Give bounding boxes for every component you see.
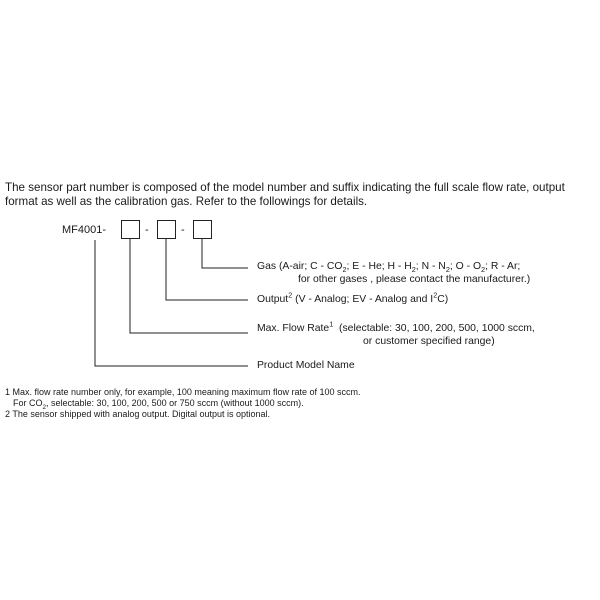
intro-line-2: format as well as the calibration gas. Refer to the followings for details. (5, 195, 368, 208)
gas-description: Gas (A-air; C - $CO_2$; E - He; H - $H_2$; N - $N_2$; O - $O_2$; R - Ar; for other gases , please contact the manufacturer.) (257, 261, 531, 285)
model-number-label: MF4001- (62, 224, 107, 236)
output-description: Output$^2$ (V - Analog; EV - Analog and $I^2C$) (257, 290, 449, 305)
flow-rate-connector (130, 239, 248, 333)
output-connector (166, 239, 248, 300)
separator-1: - (145, 224, 149, 236)
product-model-description: Product Model Name (257, 360, 355, 371)
separator-2: - (181, 224, 185, 236)
flow-rate-description: Max. Flow Rate$^1$ (selectable: 30, 100, 200, 500, 1000 sccm, or customer specified range) (257, 319, 535, 347)
footnote-1: 1 Max. flow rate number only, for example, 100 meaning maximum flow rate of 100 sccm. For $CO_2$, selectable: 30, 100, 200, 500 or 750 sccm (without 1000 sccm). (5, 387, 361, 411)
gas-connector (202, 239, 248, 268)
intro-line-1: The sensor part number is composed of the model number and suffix indicating the full scale flow rate, output (5, 181, 565, 194)
product-connector (95, 240, 248, 366)
footnote-2: 2 The sensor shipped with analog output. Digital output is optional. (5, 409, 271, 419)
